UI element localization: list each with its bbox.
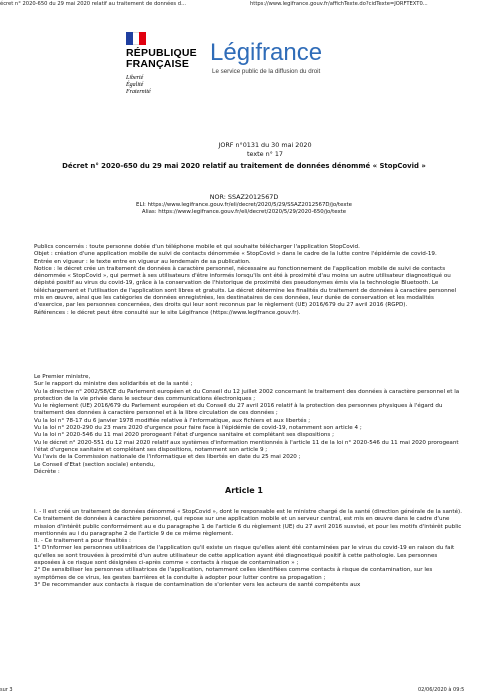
jorf-number: JORF n°0131 du 30 mai 2020 — [218, 141, 312, 149]
decree-title: Décret n° 2020-650 du 29 mai 2020 relatif au traitement de données dénommé « StopCovid » — [62, 162, 426, 170]
visa-line: Le Premier ministre, — [34, 374, 91, 380]
notice-paragraph: Notice : le décret crée un traitement de données à caractère personnel, nécessaire au fonctionnement de l'application mobile de suivi de contacts dénommée « StopCovid », qui permet à ses utilisateurs d'être informés lorsqu'ils ont été à proximité d'au moins un autre utilisateur diagnostiqué ou dépisté positif au virus du covid-19, grâce à la conservation de l'historique de proximité des pseudonymes émis via la technologie Bluetooth. Le téléchargement et l'utilisation de l'application sont libres et gratuits. Le décret détermine les finalités du traitement de données à caractère personnel mis en œuvre, ainsi que les catégories de données enregistrées, les destinataires de ces données, leur durée de conservation et les modalités d'exercice, par les personnes concernées, des droits qui leur sont reconnus par le règlement (UE) 2016/679 du 27 avril 2016 (RGPD). — [34, 265, 457, 309]
french-flag-icon — [126, 32, 146, 45]
republique-francaise-wordmark: RÉPUBLIQUE FRANÇAISE — [126, 47, 197, 70]
visa-line: Décrète : — [34, 468, 60, 475]
republique-motto: Liberté Égalité Fraternité — [126, 75, 151, 95]
notice-paragraph: Entrée en vigueur : le texte entre en vigueur au lendemain de sa publication. — [34, 258, 251, 265]
print-header-url: https://www.legifrance.gouv.fr/affichTexte.do?cidTexte=JORFTEXT0... — [250, 1, 428, 7]
republique-francaise-logo — [118, 32, 208, 112]
visa-line: Vu le décret n° 2020-551 du 12 mai 2020 relatif aux systèmes d'information mentionnés à l'article 11 de la loi n° 2020-546 du 11 mai 2020 prorogeant l'état d'urgence sanitaire et complétant ses dispositions, notamment son article 9 ; — [34, 439, 459, 453]
visa-line: Vu la loi n° 2020-290 du 23 mars 2020 d'urgence pour faire face à l'épidémie de covid-19, notamment son article 4 ; — [34, 425, 362, 432]
visa-line: Vu la directive n° 2002/58/CE du Parlement européen et du Conseil du 12 juillet 2002 concernant le traitement des données à caractère personnel et la protection de la vie privée dans le secteur des communications électroniques ; — [34, 388, 460, 402]
visa-line: Le Conseil d'Etat (section sociale) entendu, — [34, 461, 156, 468]
notice-paragraph: Publics concernés : toute personne dotée d'un téléphone mobile et qui souhaite télécharger l'application StopCovid. — [34, 244, 360, 250]
article-paragraph: 2° De sensibiliser les personnes utilisatrices de l'application, notamment celles identifiées comme contacts à risque de contamination, sur les symptômes de ce virus, les gestes barrières et la conduite à adopter pour lutter contre sa propagation ; — [34, 567, 433, 581]
jorf-reference — [200, 141, 330, 158]
eli-links — [74, 202, 414, 216]
page-count: sur 3 — [0, 687, 13, 693]
alias-link[interactable]: Alias: https://www.legifrance.gouv.fr/eli/decret/2020/5/29/2020-650/jo/texte — [141, 209, 347, 216]
legifrance-tagline: Le service public de la diffusion du droit — [212, 68, 321, 75]
visa-line: Vu la loi n° 78-17 du 6 janvier 1978 modifiée relative à l'informatique, aux fichiers et aux libertés ; — [34, 417, 311, 424]
visa-line: Sur le rapport du ministre des solidarités et de la santé ; — [34, 381, 193, 388]
print-header — [0, 0, 488, 10]
eli-link[interactable]: ELI: https://www.legifrance.gouv.fr/eli/decret/2020/5/29/SSAZ2012567D/jo/texte — [136, 202, 352, 208]
visas-section — [34, 374, 464, 476]
notice-paragraph: Objet : création d'une application mobile de suivi de contacts dénommée « StopCovid » dans le cadre de la lutte contre l'épidémie de covid-19. — [34, 251, 437, 258]
article-paragraph: Ce traitement de données à caractère personnel, qui repose sur une application mobile et un serveur central, est mis en œuvre dans le cadre d'une mission d'intérêt public conformément au e du paragraphe 1 de l'article 6 du règlement (UE) du 27 avril 2016 susvisé, et pour les motifs d'intérêt public mentionnés au i du paragraphe 2 de l'article 9 de ce même règlement. — [34, 516, 462, 537]
article-paragraph: 3° De recommander aux contacts à risque de contamination de s'orienter vers les acteurs de santé compétents aux — [34, 581, 361, 588]
visa-line: Vu la loi n° 2020-546 du 11 mai 2020 prorogeant l'état d'urgence sanitaire et complétant ses dispositions ; — [34, 432, 334, 439]
article-1-heading: Article 1 — [225, 486, 263, 495]
visa-line: Vu l'avis de la Commission nationale de l'informatique et des libertés en date du 25 mai 2020 ; — [34, 454, 301, 461]
notice-paragraph: Références : le décret peut être consulté sur le site Légifrance (https://www.legifrance.gouv.fr). — [34, 309, 301, 316]
print-footer — [0, 687, 488, 694]
article-paragraph: I. - Il est créé un traitement de données dénommé « StopCovid », dont le responsable est le ministre chargé de la santé (direction générale de la santé). — [34, 509, 463, 515]
texte-number: texte n° 17 — [247, 149, 283, 158]
print-header-title: écret n° 2020-650 du 29 mai 2020 relatif au traitement de données d... — [0, 1, 187, 7]
print-timestamp: 02/06/2020 à 09:5 — [418, 687, 465, 693]
visa-line: Vu le règlement (UE) 2016/679 du Parlement européen et du Conseil du 27 avril 2016 relatif à la protection des personnes physiques à l'égard du traitement des données à caractère personnel et à la libre circulation de ces données ; — [34, 403, 443, 417]
article-paragraph: II. - Ce traitement a pour finalités : — [34, 538, 131, 545]
notice-section — [34, 244, 464, 317]
nor-reference: NOR: SSAZ2012567D — [209, 193, 279, 201]
legifrance-wordmark: Légifrance — [210, 39, 323, 66]
legifrance-logo — [210, 40, 410, 80]
article-paragraph: 1° D'informer les personnes utilisatrices de l'application qu'il existe un risque qu'elles aient été contaminées par le virus du covid-19 en raison du fait qu'elles se sont trouvées à proximité d'un autre utilisateur de cette application ayant été diagnostiqué positif à cette pathologie. Les personnes exposées à ce risque sont désignées ci-après comme « contacts à risque de contamination » ; — [34, 545, 455, 567]
article-1-body — [34, 509, 464, 589]
